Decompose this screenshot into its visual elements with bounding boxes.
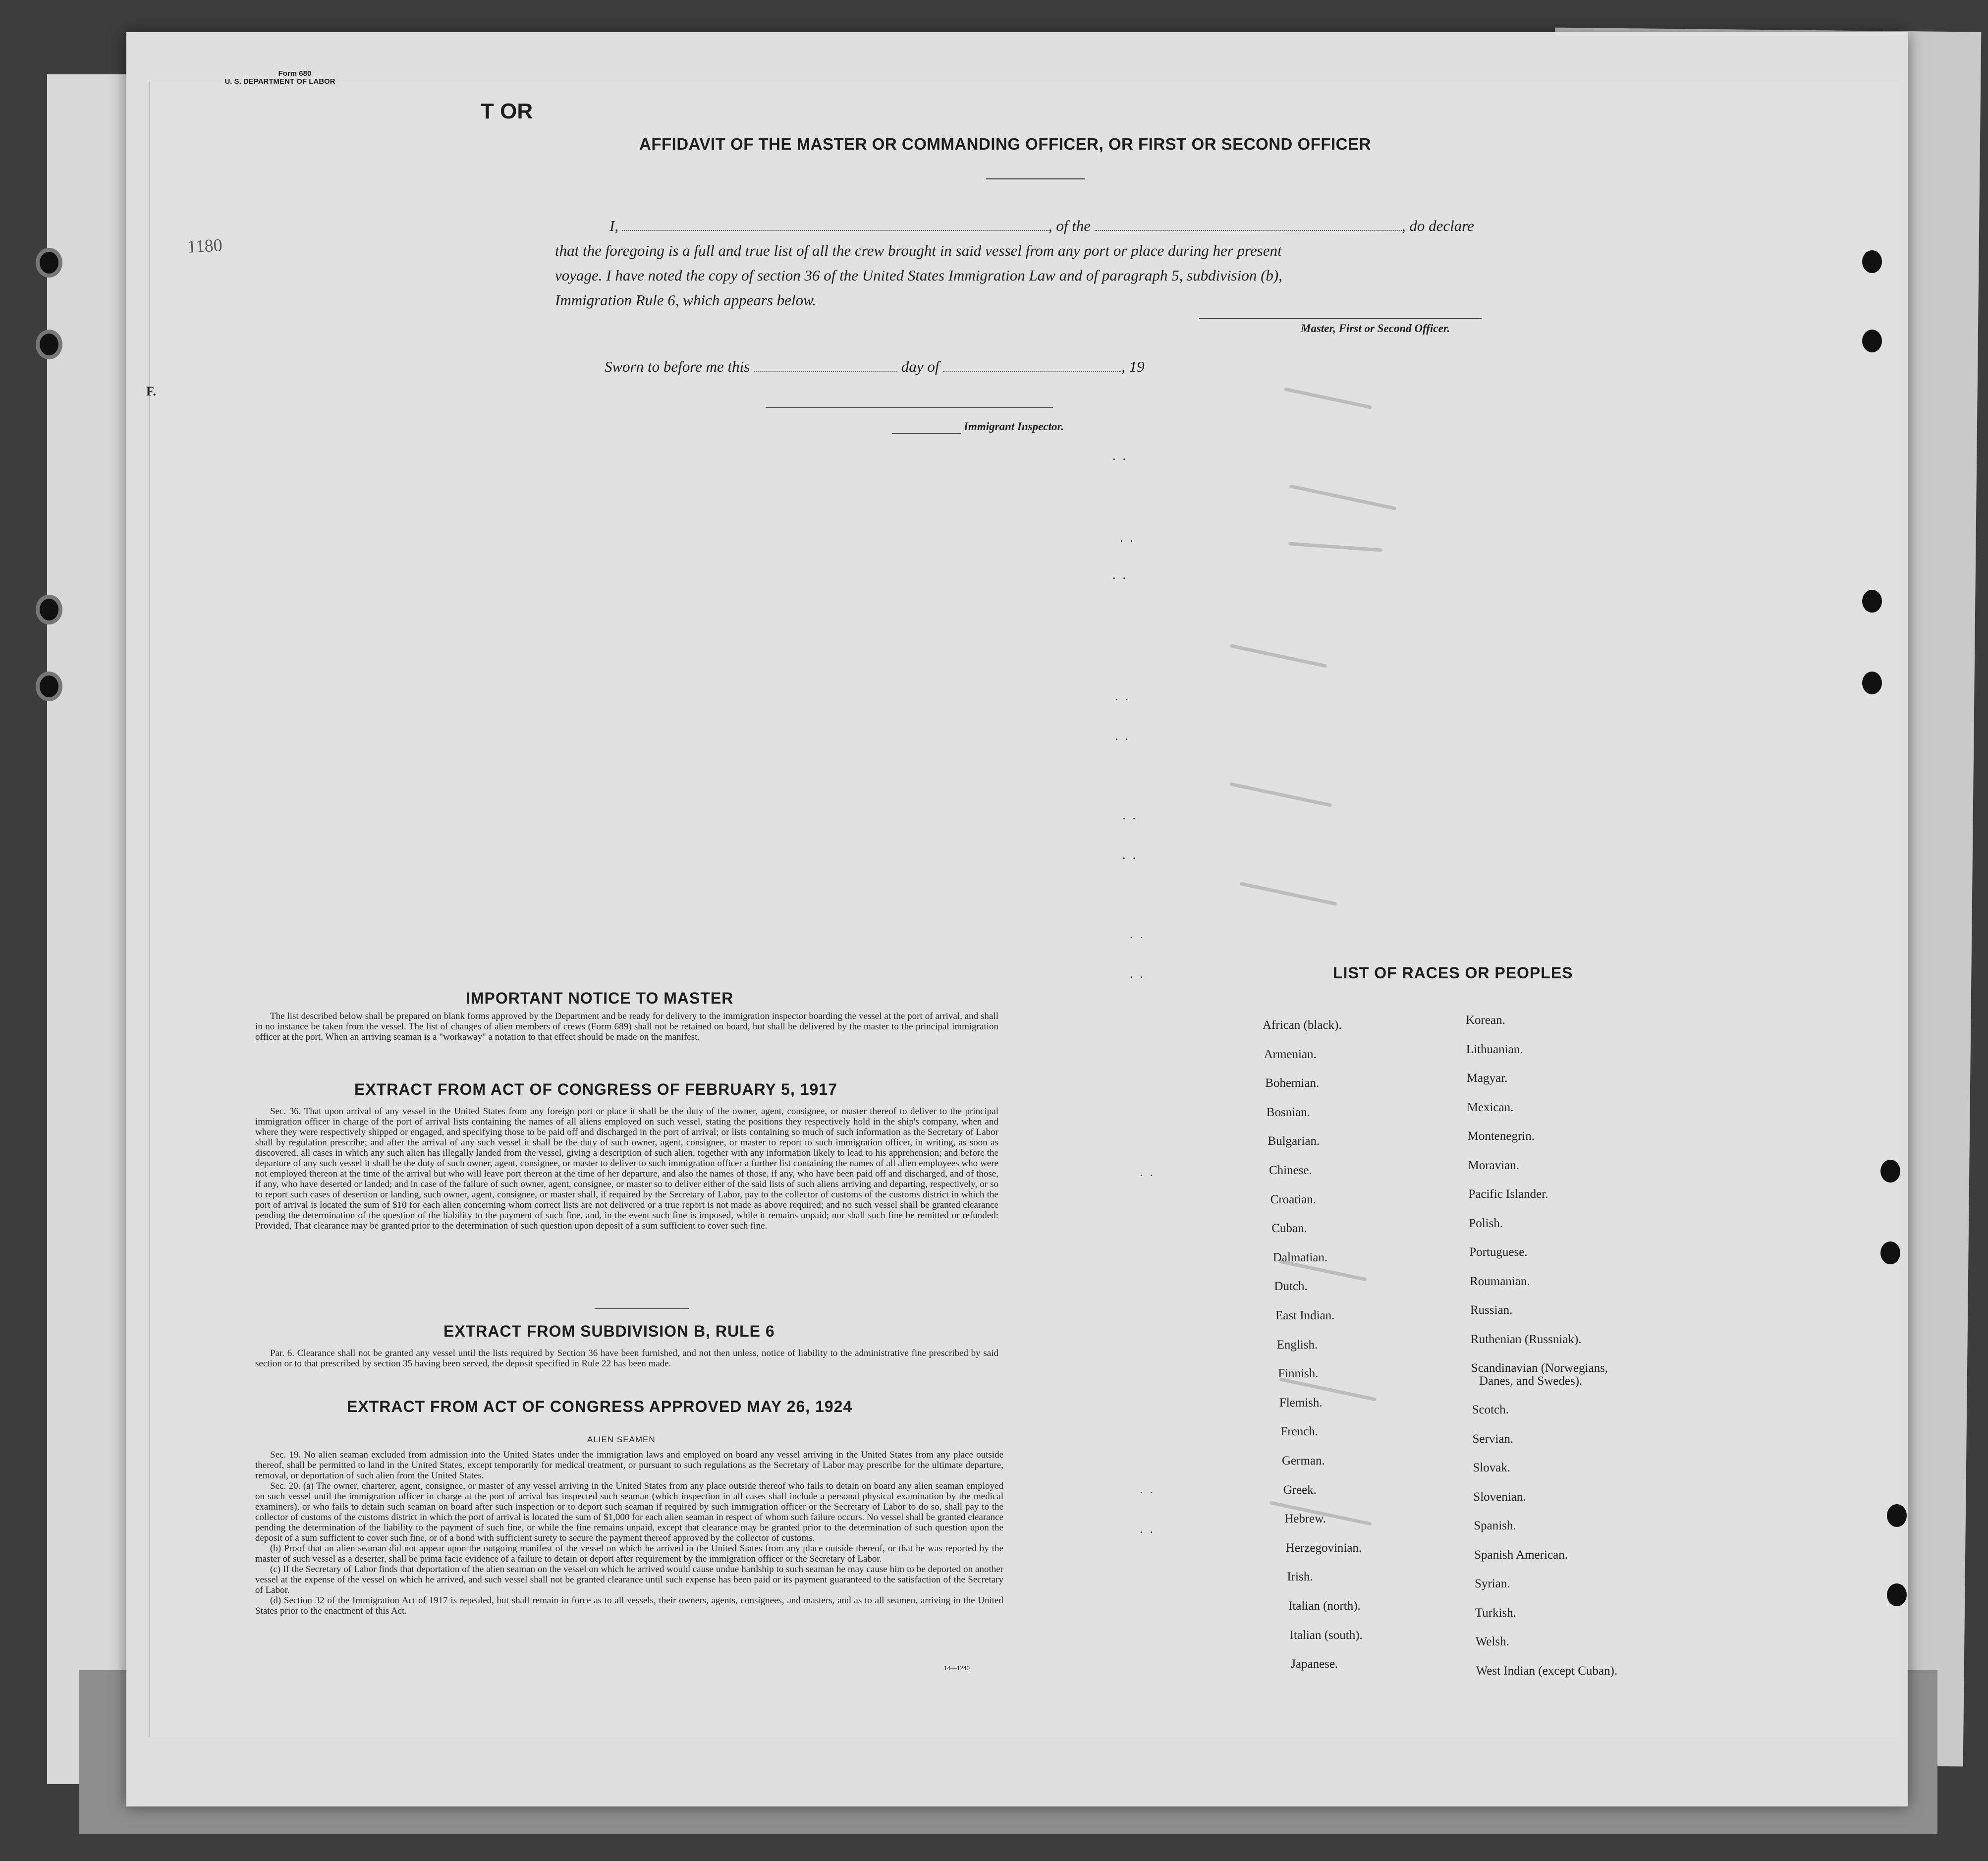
extract-rule6-body bbox=[255, 1348, 998, 1369]
punch-hole-icon bbox=[1880, 1241, 1900, 1264]
race-item: Lithuanian. bbox=[1466, 1042, 1523, 1056]
extract-1917-title: EXTRACT FROM ACT OF CONGRESS OF FEBRUARY 5, 1917 bbox=[354, 1080, 837, 1098]
sworn-day-of: day of bbox=[901, 358, 939, 375]
faint-marks: .. bbox=[1130, 927, 1150, 941]
race-item: Herzegovinian. bbox=[1285, 1541, 1362, 1555]
race-item: French. bbox=[1280, 1425, 1319, 1439]
extract-1924-paragraph: (d) Section 32 of the Immigration Act of 1917 is repealed, but shall remain in force as to all vessels, their owners, agents, consignees, and masters, and as to all seamen, arriving in the United States prior to the enactment of this Act. bbox=[255, 1595, 1003, 1616]
race-item: Cuban. bbox=[1271, 1222, 1307, 1236]
vessel-blank[interactable] bbox=[1095, 230, 1402, 231]
race-item: Roumanian. bbox=[1470, 1274, 1530, 1288]
race-item: Turkish. bbox=[1475, 1606, 1517, 1620]
sworn-line bbox=[605, 358, 1145, 376]
race-item: Finnish. bbox=[1278, 1367, 1319, 1381]
punch-hole-icon bbox=[36, 330, 62, 359]
extract-1924-title: EXTRACT FROM ACT OF CONGRESS APPROVED MAY 26, 1924 bbox=[347, 1398, 853, 1415]
faint-marks: .. bbox=[1140, 1522, 1160, 1536]
extract-rule6-paragraph: Par. 6. Clearance shall not be granted any vessel until the lists required by Section 36 have been furnished, and not then unless, notice of liability to the administrative fine prescribed by said section or to that prescribed by section 35 having been served, the deposit specified in Rule 22 has been made. bbox=[255, 1348, 998, 1369]
torn-heading: T OR bbox=[481, 99, 533, 123]
punch-hole-icon bbox=[1862, 590, 1882, 613]
race-item: Irish. bbox=[1287, 1570, 1313, 1584]
department-name: U. S. DEPARTMENT OF LABOR bbox=[224, 77, 335, 86]
faint-marks: .. bbox=[1130, 966, 1150, 981]
notice-paragraph: The list described below shall be prepared on blank forms approved by the Department and be ready for delivery to the immigration inspector boarding the vessel at the port of arrival, and shall in no instance be taken from the vessel. The list of changes of alien members of crews (Form 689) shall not be retained on board, but shall be delivered by the master to the principal immigration officer at the port. When an arriving seaman is a "workaway" a notation to that effect should be made on the manifest. bbox=[255, 1011, 998, 1042]
extract-1917-paragraph: Sec. 36. That upon arrival of any vessel in the United States from any foreign port or place it shall be the duty of the owner, agent, consignee, or master thereof to deliver to the principal immigration officer in charge of the port of arrival lists containing the names of all aliens employed on such vessel, stating the positions they respectively hold in the ship's company, when and where they were respectively shipped or engaged, and specifying those to be paid off and discharged in the port of arrival; or lists containing so much of such information as the Secretary of Labor shall by regulation prescribe; and after the arrival of any such vessel it shall be the duty of such owner, agent, consignee, or master to report to such immigration officer, in writing, as soon as discovered, all cases in which any such alien has illegally landed from the vessel, giving a description of such alien, together with any information likely to lead to his apprehension; and before the departure of any such vessel it shall be the duty of such owner, agent, consignee, or master to deliver to such immigration officer a further list containing the names of all alien employees who were not employed thereon at the time of the arrival but who will leave port thereon at the time of her departure, and also the names of those, if any, who have been paid off and discharged, and of those, if any, who have deserted or landed; and in case of the failure of such owner, agent, consignee, or master so to deliver either of the said lists of such aliens arriving and departing, respectively, or so to report such cases of desertion or landing, such owner, agent, consignee, or master shall, if required by the Secretary of Labor, pay to the collector of customs of the customs district in which the port of arrival is located the sum of $10 for each alien concerning whom correct lists are not delivered or a true report is not made as above required; and no such vessel shall be granted clearance pending the determination of the question of the liability to the payment of such fine, and, in the event such fine is imposed, while it remains unpaid; nor shall such fine be remitted or refunded: Provided, That clearance may be granted prior to the determination of such question upon deposit of a sum sufficient to cover such fine. bbox=[255, 1106, 998, 1231]
race-item: Spanish. bbox=[1474, 1519, 1516, 1532]
sworn-year: , 19 bbox=[1121, 358, 1145, 375]
race-item: Italian (south). bbox=[1289, 1628, 1363, 1642]
inspector-caption: Immigrant Inspector. bbox=[964, 420, 1064, 433]
master-caption: Master, First or Second Officer. bbox=[1301, 322, 1450, 335]
race-item: English. bbox=[1276, 1338, 1318, 1352]
affidavit-declare: , do declare bbox=[1401, 217, 1474, 234]
race-item: West Indian (except Cuban). bbox=[1476, 1664, 1618, 1678]
race-item: Japanese. bbox=[1291, 1657, 1338, 1671]
title-rule bbox=[986, 178, 1085, 179]
punch-hole-icon bbox=[1862, 330, 1882, 352]
race-item: Italian (north). bbox=[1288, 1599, 1361, 1613]
faint-marks: .. bbox=[1122, 808, 1143, 822]
race-item: Moravian. bbox=[1468, 1158, 1519, 1172]
extract-1924-body bbox=[255, 1450, 1003, 1616]
race-item: East Indian. bbox=[1275, 1309, 1335, 1322]
race-item: Pacific Islander. bbox=[1468, 1187, 1548, 1201]
punch-hole-icon bbox=[1862, 250, 1882, 273]
faint-marks: .. bbox=[1140, 1165, 1160, 1179]
affidavit-i: I, bbox=[609, 217, 619, 234]
punch-hole-icon bbox=[1880, 1160, 1900, 1183]
races-title: LIST OF RACES OR PEOPLES bbox=[1333, 964, 1573, 982]
inspector-signature-line-2[interactable] bbox=[892, 433, 961, 434]
affidavit-line-2: that the foregoing is a full and true list of all the crew brought in said vessel from any port or place during her present bbox=[555, 242, 1282, 259]
extract-1924-paragraph: Sec. 20. (a) The owner, charterer, agent, consignee, or master of any vessel arriving in the United States from any place outside thereof who fails to detain on board any alien seaman employed on such vessel until the immigration officer in charge at the port of arrival has inspected such seaman (which inspection in all cases shall include a personal physical examination by the medical examiners), or who fails to detain such seaman on board after such inspection or to deport such seaman if required by such immigration officer or the Secretary of Labor to do so, shall pay to the collector of customs of the customs district in which the port of arrival is located the sum of $1,000 for each alien seaman in respect of whom such failure occurs. No vessel shall be granted clearance pending the determination of the liability to the payment of such fine, or while the fine remains unpaid, except that clearance may be granted prior to the determination of such question upon the deposit of a sum sufficient to cover such fine, or of a bond with sufficient surety to secure the payment thereof approved by the collector of customs. bbox=[255, 1481, 1003, 1543]
race-item: Welsh. bbox=[1475, 1635, 1509, 1648]
affidavit-line-1 bbox=[609, 217, 1474, 235]
affidavit-of-the: , of the bbox=[1048, 217, 1091, 234]
race-item: Spanish American. bbox=[1474, 1548, 1568, 1562]
race-item: Flemish. bbox=[1279, 1396, 1323, 1410]
race-item: Syrian. bbox=[1475, 1577, 1510, 1590]
faint-marks: .. bbox=[1120, 530, 1140, 545]
punch-hole-icon bbox=[1862, 672, 1882, 694]
race-item: Slovenian. bbox=[1473, 1490, 1526, 1504]
race-item: Scotch. bbox=[1472, 1403, 1509, 1416]
race-item: Slovak. bbox=[1473, 1461, 1511, 1474]
punch-hole-icon bbox=[36, 672, 62, 701]
race-item: Dalmatian. bbox=[1272, 1250, 1328, 1264]
master-signature-line[interactable] bbox=[1199, 318, 1482, 319]
race-item: Bohemian. bbox=[1265, 1076, 1320, 1090]
punch-hole-icon bbox=[1887, 1504, 1907, 1527]
extract-rule6-title: EXTRACT FROM SUBDIVISION B, RULE 6 bbox=[443, 1322, 775, 1340]
extract-1924-subtitle: ALIEN SEAMEN bbox=[587, 1435, 656, 1444]
margin-letter: F. bbox=[146, 384, 156, 398]
faint-marks: .. bbox=[1115, 729, 1135, 743]
race-item: Portuguese. bbox=[1469, 1245, 1528, 1259]
race-item: Croatian. bbox=[1270, 1192, 1316, 1206]
section-rule bbox=[595, 1308, 689, 1309]
notice-body bbox=[255, 1011, 998, 1042]
sworn-prefix: Sworn to before me this bbox=[605, 358, 750, 375]
extract-1924-paragraph: (c) If the Secretary of Labor finds that deportation of the alien seaman on the vessel on which he arrived would cause undue hardship to such seaman he may cause him to be deported on another vessel at the expense of the vessel on which he arrived, and such vessel shall not be granted clearance until such expense has been paid or its payment guaranteed to the satisfaction of the Secretary of Labor. bbox=[255, 1564, 1003, 1595]
faint-marks: .. bbox=[1112, 449, 1133, 463]
affidavit-line-4: Immigration Rule 6, which appears below. bbox=[555, 291, 817, 309]
month-blank[interactable] bbox=[943, 371, 1121, 372]
race-item: Scandinavian (Norwegians, bbox=[1471, 1361, 1608, 1375]
affidavit-line-3: voyage. I have noted the copy of section 36 of the United States Immigration Law and of paragraph 5, subdivision (b), bbox=[555, 267, 1282, 284]
punch-hole-icon bbox=[1887, 1583, 1907, 1606]
race-item: Bulgarian. bbox=[1268, 1134, 1320, 1148]
name-blank[interactable] bbox=[622, 230, 1049, 231]
notice-title: IMPORTANT NOTICE TO MASTER bbox=[466, 989, 734, 1007]
margin-number: 1180 bbox=[187, 235, 223, 257]
extract-1917-body bbox=[255, 1106, 998, 1231]
punch-hole-icon bbox=[36, 595, 62, 624]
extract-1924-paragraph: (b) Proof that an alien seaman did not appear upon the outgoing manifest of the vessel on which he arrived in the United States from any place outside thereof, or that he was reported by the master of such vessel as a deserter, shall be prima facie evidence of a failure to detain or deport after requirement by the immigration officer or the Secretary of Labor. bbox=[255, 1543, 1003, 1564]
race-item: Hebrew. bbox=[1284, 1512, 1326, 1526]
race-item: African (black). bbox=[1263, 1018, 1342, 1032]
race-item: Servian. bbox=[1472, 1432, 1514, 1446]
race-item: Montenegrin. bbox=[1467, 1129, 1535, 1143]
affidavit-title: AFFIDAVIT OF THE MASTER OR COMMANDING OFFICER, OR FIRST OR SECOND OFFICER bbox=[639, 135, 1371, 153]
faint-marks: .. bbox=[1112, 567, 1133, 582]
race-item: Armenian. bbox=[1264, 1047, 1317, 1061]
print-code: 14—1240 bbox=[944, 1664, 970, 1672]
race-item: Danes, and Swedes). bbox=[1479, 1374, 1583, 1388]
race-item: Russian. bbox=[1470, 1303, 1513, 1317]
race-item: Bosnian. bbox=[1266, 1105, 1310, 1119]
race-item: Korean. bbox=[1466, 1014, 1505, 1027]
race-item: Mexican. bbox=[1467, 1100, 1514, 1114]
race-item: German. bbox=[1282, 1454, 1325, 1467]
race-item: Greek. bbox=[1283, 1483, 1317, 1497]
day-blank[interactable] bbox=[754, 371, 897, 372]
race-item: Dutch. bbox=[1274, 1280, 1308, 1294]
race-item: Polish. bbox=[1469, 1216, 1503, 1230]
faint-marks: .. bbox=[1140, 1482, 1160, 1496]
faint-marks: .. bbox=[1115, 689, 1135, 703]
extract-1924-paragraph: Sec. 19. No alien seaman excluded from admission into the United States under the immigration laws and employed on board any vessel arriving in the United States from any place outside thereof, shall be permitted to land in the United States, except temporarily for medical treatment, or pursuant to such regulations as the Secretary of Labor may prescribe for the ultimate departure, removal, or deportation of such alien from the United States. bbox=[255, 1450, 1003, 1481]
race-item: Chinese. bbox=[1269, 1164, 1312, 1177]
punch-hole-icon bbox=[36, 248, 62, 278]
race-item: Magyar. bbox=[1466, 1071, 1508, 1085]
form-number: Form 680 bbox=[278, 69, 312, 78]
inspector-signature-line[interactable] bbox=[766, 407, 1053, 408]
faint-marks: .. bbox=[1122, 847, 1143, 862]
race-item: Ruthenian (Russniak). bbox=[1470, 1332, 1582, 1346]
